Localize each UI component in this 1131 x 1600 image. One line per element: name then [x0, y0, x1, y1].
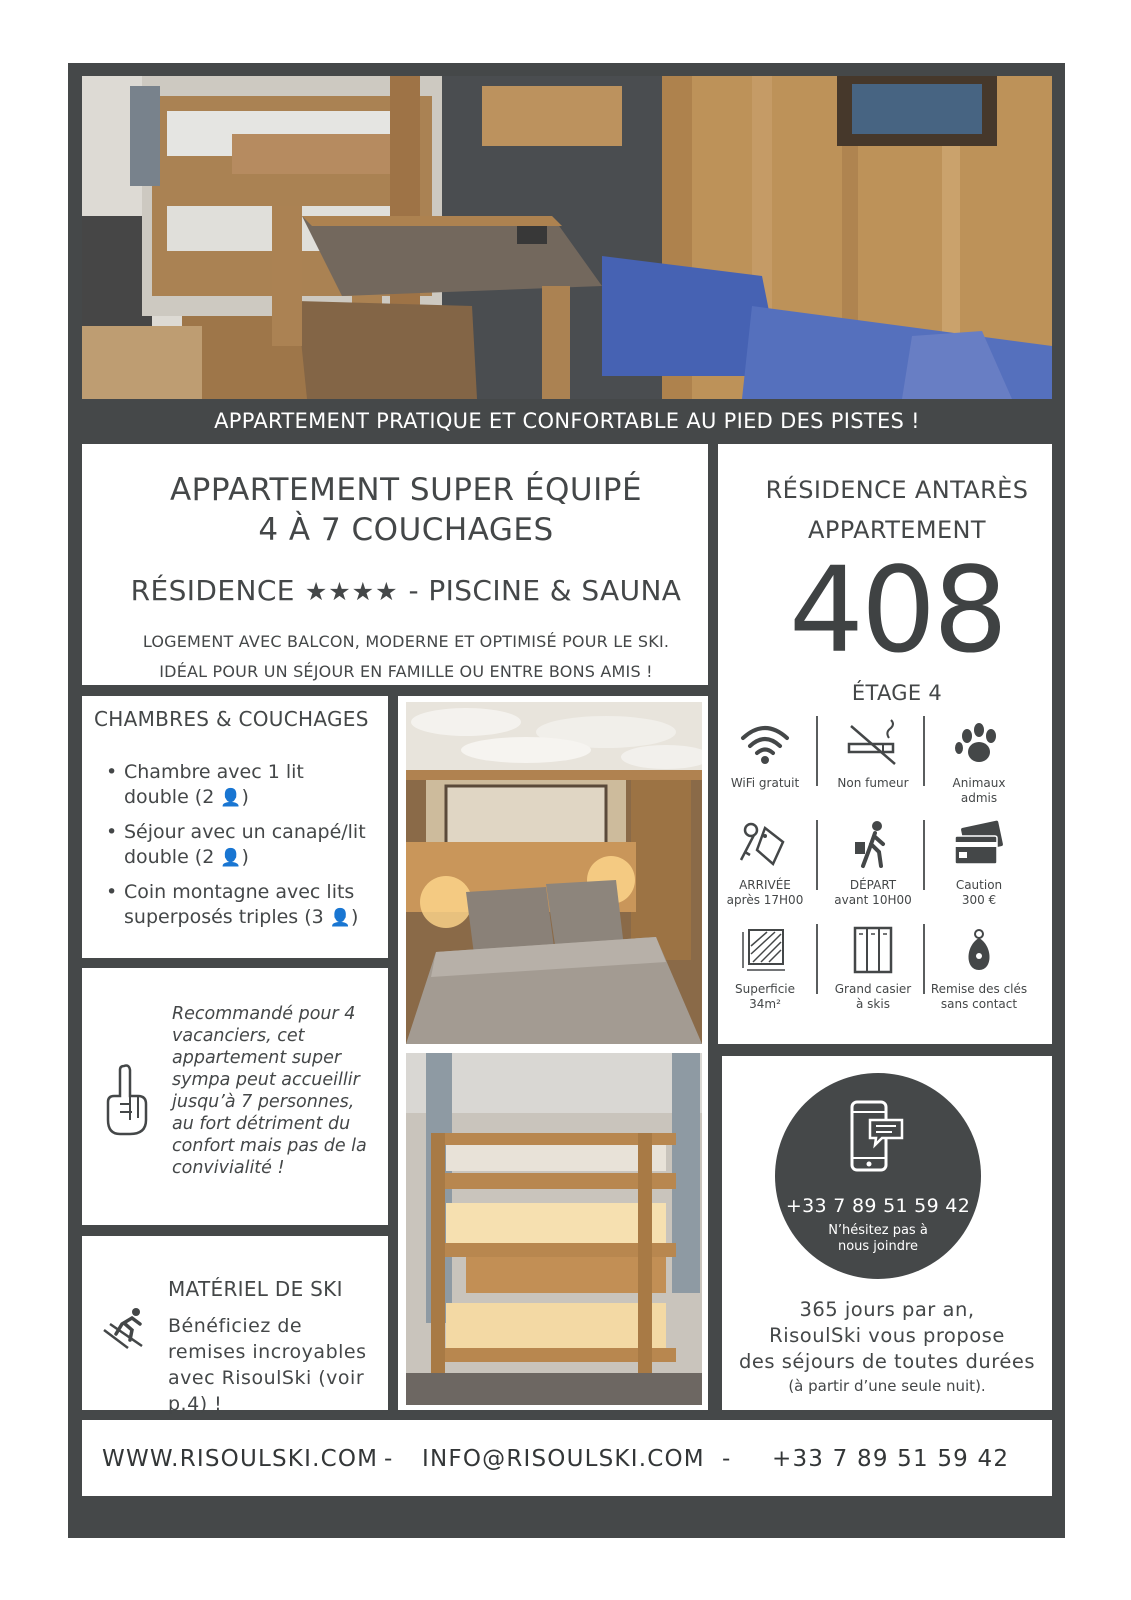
amenity-label: Non fumeur: [837, 776, 909, 790]
amenity-departure: [820, 820, 926, 920]
residence-label: RÉSIDENCE: [130, 574, 295, 607]
residence-features: - PISCINE & SAUNA: [408, 574, 682, 607]
footer-separator: -: [384, 1446, 394, 1472]
credit-card-icon: [951, 820, 1007, 872]
apartment-number: 408: [788, 541, 1006, 679]
amenities-grid: [726, 728, 1056, 1043]
amenity-deposit: [926, 820, 1032, 920]
year-line2: RisoulSki vous propose: [769, 1324, 1005, 1347]
intro-desc-line2: IDÉAL POUR UN SÉJOUR EN FAMILLE OU ENTRE BONS AMIS !: [159, 662, 653, 681]
residence-line: [82, 574, 730, 607]
amenity-label: à skis: [856, 997, 890, 1011]
list-item-line2: double (2: [124, 786, 215, 808]
amenity-label: Superficie: [734, 982, 796, 996]
info-divider: [709, 460, 714, 688]
contact-note-line1: N’hésitez pas à: [828, 1223, 928, 1238]
contact-note: [775, 1223, 981, 1255]
smartphone-message-icon: [848, 1098, 904, 1174]
footer-email-link[interactable]: INFO@RISOULSKI.COM: [422, 1446, 705, 1472]
amenity-label: WiFi gratuit: [730, 776, 800, 790]
amenity-label: admis: [960, 791, 998, 805]
amenity-label: 34m²: [749, 997, 781, 1011]
amenity-label: après 17H00: [726, 893, 804, 907]
list-item-close: ): [241, 786, 249, 808]
amenity-label: 300 €: [961, 893, 997, 907]
amenity-label: Caution: [955, 878, 1003, 892]
amenity-label: DÉPART: [849, 878, 897, 892]
wifi-icon: [737, 718, 793, 770]
person-icon: 👤: [220, 788, 242, 808]
bedrooms-title: CHAMBRES & COUCHAGES: [94, 707, 369, 731]
ski-text: Bénéficiez de remises incroyables avec RisoulSki (voir p.4) !: [168, 1315, 367, 1415]
amenity-no-smoking: [820, 718, 926, 818]
person-icon: 👤: [329, 908, 351, 928]
area-icon: [737, 924, 793, 976]
footer-separator: -: [722, 1446, 732, 1472]
pointing-hand-icon: [102, 1062, 152, 1138]
bunk-bed-photo: [406, 1053, 702, 1405]
banner-tagline: APPARTEMENT PRATIQUE ET CONFORTABLE AU PIED DES PISTES !: [214, 409, 920, 433]
no-smoking-icon: [845, 718, 901, 770]
intro-title: [82, 470, 730, 550]
residence-name-block: [738, 470, 1056, 550]
amenity-ski-locker: [820, 924, 926, 1024]
locker-icon: [845, 924, 901, 976]
bedroom-photo: [406, 702, 702, 1044]
contact-phone[interactable]: +33 7 89 51 59 42: [785, 1195, 971, 1217]
amenity-contactless-keys: [926, 924, 1032, 1024]
amenity-wifi: [712, 718, 818, 818]
list-item: [94, 880, 384, 931]
bedrooms-list: [94, 760, 384, 940]
contact-note-line2: nous joindre: [837, 1239, 919, 1254]
footer-website-link[interactable]: WWW.RISOULSKI.COM: [102, 1446, 379, 1472]
list-item-close: ): [350, 906, 359, 928]
amenity-label: Remise des clés: [930, 982, 1028, 996]
amenity-label: Animaux: [952, 776, 1006, 790]
apartment-label: APPARTEMENT: [808, 516, 986, 544]
amenity-label: sans contact: [940, 997, 1018, 1011]
key-fob-icon: [951, 924, 1007, 976]
amenity-label: Grand casier: [834, 982, 912, 996]
list-item-line2: superposés triples (3: [124, 906, 324, 928]
list-item-line1: Chambre avec 1 lit: [124, 761, 304, 783]
skier-icon: [102, 1306, 148, 1350]
residence-name: RÉSIDENCE ANTARÈS: [765, 476, 1029, 504]
intro-title-line2: 4 À 7 COUCHAGES: [258, 512, 554, 548]
star-rating: ★★★★: [304, 577, 399, 606]
year-line3: des séjours de toutes durées: [739, 1350, 1035, 1373]
walking-person-icon: [845, 820, 901, 872]
footer-phone[interactable]: +33 7 89 51 59 42: [772, 1446, 1010, 1472]
list-item-line1: Séjour avec un canapé/lit: [124, 821, 366, 843]
floor-label: ÉTAGE 4: [851, 681, 943, 705]
amenity-label: ARRIVÉE: [739, 878, 791, 892]
amenity-label: avant 10H00: [834, 893, 912, 907]
intro-desc-line1: LOGEMENT AVEC BALCON, MODERNE ET OPTIMISÉ POUR LE SKI.: [142, 632, 670, 651]
person-icon: 👤: [220, 848, 242, 868]
amenity-arrival: [712, 820, 818, 920]
recommend-text: Recommandé pour 4 vacanciers, cet appartement super sympa peut accueillir jusqu’à 7 personnes, au fort détriment du confort mais pas de la convivialité !: [172, 1004, 367, 1178]
year-note: (à partir d’une seule nuit).: [788, 1377, 986, 1395]
list-item-line2: double (2: [124, 846, 215, 868]
year-line1: 365 jours par an,: [799, 1298, 975, 1321]
amenity-area: [712, 924, 818, 1024]
intro-description: [82, 627, 730, 687]
list-item: [94, 760, 384, 811]
hero-photo-living-room: [82, 76, 1052, 399]
list-item-close: ): [241, 846, 249, 868]
list-item: [94, 820, 384, 871]
footer-bar: [82, 1420, 1052, 1496]
amenity-pets: [926, 718, 1032, 818]
intro-title-line1: APPARTEMENT SUPER ÉQUIPÉ: [169, 472, 643, 508]
paw-icon: [951, 718, 1007, 770]
year-round-text: [722, 1297, 1052, 1375]
ski-title: MATÉRIEL DE SKI: [168, 1277, 343, 1301]
list-item-line1: Coin montagne avec lits: [124, 881, 355, 903]
keys-icon: [737, 820, 793, 872]
